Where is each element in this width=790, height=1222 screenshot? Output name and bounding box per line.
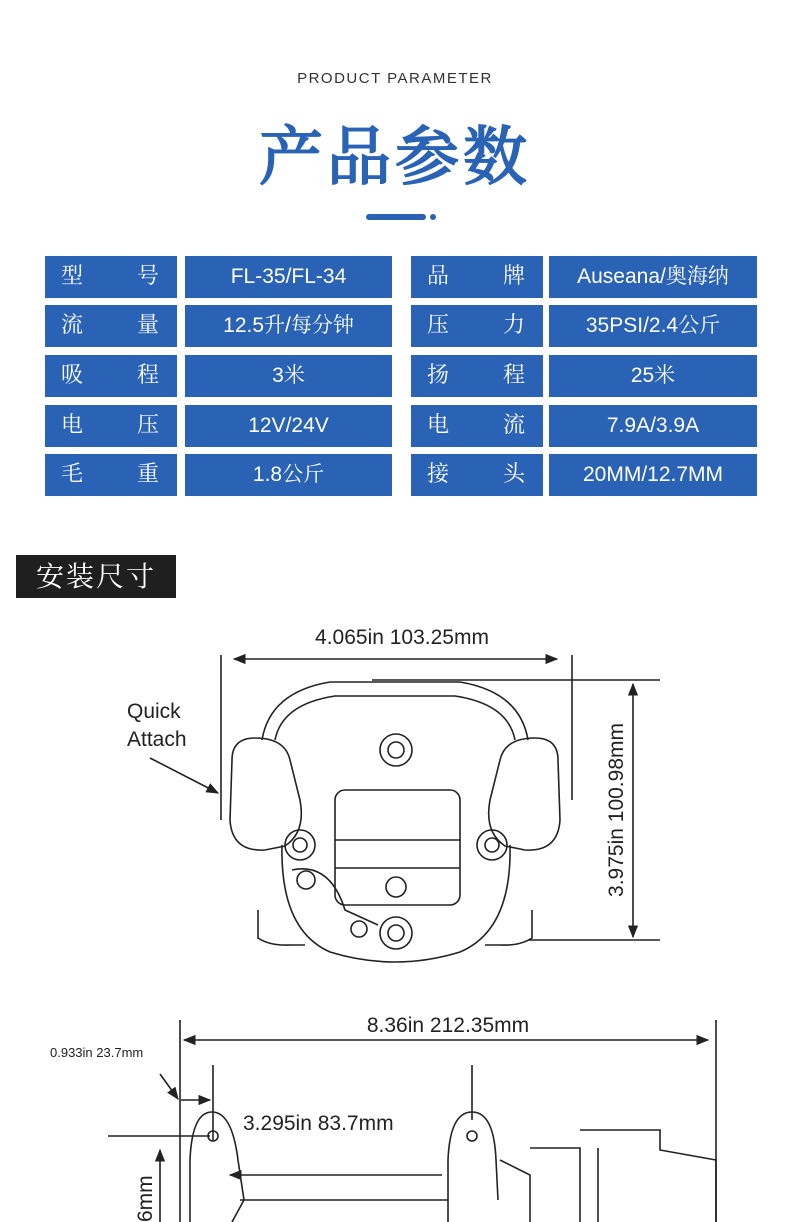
param-value: 12.5升/每分钟 (185, 305, 392, 347)
page-title: 产品参数 (259, 121, 531, 195)
param-label: 流 量 (45, 305, 177, 347)
param-label: 压 力 (411, 305, 543, 347)
param-value: 20MM/12.7MM (549, 454, 757, 496)
param-label: 品 牌 (411, 256, 543, 298)
title-dot (430, 214, 436, 220)
quick-label: Quick (127, 700, 181, 723)
param-value: 3米 (185, 355, 392, 397)
small-dimension-label: 0.933in 23.7mm (50, 1045, 144, 1060)
param-label: 扬 程 (411, 355, 543, 397)
page-subtitle: PRODUCT PARAMETER (297, 70, 493, 87)
param-label: 型 号 (45, 256, 177, 298)
param-value: Auseana/奥海纳 (549, 256, 757, 298)
param-value: FL-35/FL-34 (185, 256, 392, 298)
attach-label: Attach (127, 728, 187, 751)
length-dimension-label: 8.36in 212.35mm (366, 1014, 530, 1037)
param-label: 电 流 (411, 405, 543, 447)
width-dimension-label: 4.065in 103.25mm (315, 626, 489, 649)
param-label: 电 压 (45, 405, 177, 447)
param-label: 毛 重 (45, 454, 177, 496)
param-label: 吸 程 (45, 355, 177, 397)
install-dimension-drawing (0, 600, 790, 1222)
param-value: 35PSI/2.4公斤 (549, 305, 757, 347)
param-value: 25米 (549, 355, 757, 397)
param-value: 7.9A/3.9A (549, 405, 757, 447)
side-dimension-label: 6mm (134, 1175, 157, 1222)
param-value: 12V/24V (185, 405, 392, 447)
mount-dimension-label: 3.295in 83.7mm (243, 1112, 394, 1135)
install-size-tag: 安装尺寸 (16, 555, 176, 598)
param-value: 1.8公斤 (185, 454, 392, 496)
param-label: 接 头 (411, 454, 543, 496)
height-dimension-label: 3.975in 100.98mm (605, 723, 628, 897)
title-underline (366, 214, 426, 220)
